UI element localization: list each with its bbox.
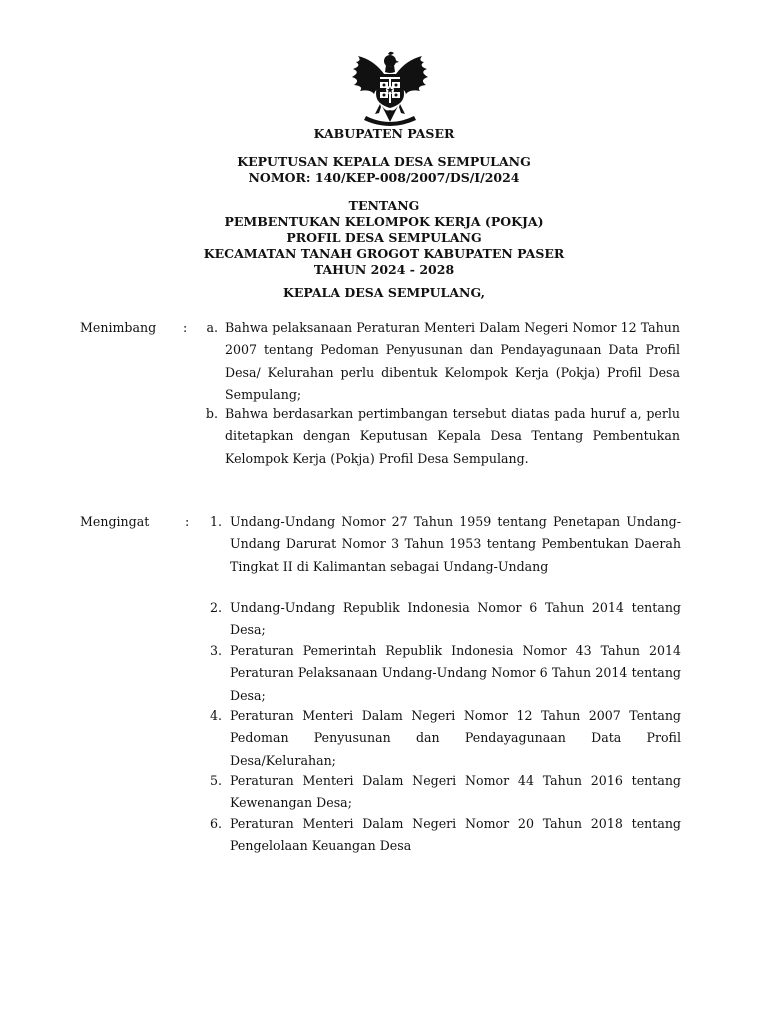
- mengingat-label: Mengingat: [80, 514, 150, 529]
- keputusan-number: NOMOR: 140/KEP-008/2007/DS/I/2024: [248, 170, 520, 185]
- keputusan-title: KEPUTUSAN KEPALA DESA SEMPULANG: [237, 154, 531, 169]
- mengingat-item-marker: 6.: [209, 816, 222, 831]
- garuda-emblem-icon: [344, 50, 436, 130]
- subject-line-3: KECAMATAN TANAH GROGOT KABUPATEN PASER: [203, 246, 565, 261]
- subject-line-4: TAHUN 2024 - 2028: [313, 262, 455, 277]
- mengingat-item-marker: 1.: [209, 514, 222, 529]
- mengingat-item-text: Peraturan Menteri Dalam Negeri Nomor 12 Tahun 2007 Tentang Pedoman Penyusunan dan Pendayagunaan Data Profil Desa/Kelurahan;: [230, 708, 681, 768]
- mengingat-item-text: Peraturan Pemerintah Republik Indonesia Nomor 43 Tahun 2014 Peraturan Pelaksanaan Undang-Undang Nomor 6 Tahun 2014 tentang Desa;: [230, 643, 681, 703]
- header-keputusan: [0, 154, 768, 186]
- header-kepala: [0, 285, 768, 301]
- mengingat-item-text: Peraturan Menteri Dalam Negeri Nomor 20 Tahun 2018 tentang Pengelolaan Keuangan Desa: [230, 816, 681, 854]
- mengingat-item-marker: 4.: [209, 708, 222, 723]
- mengingat-item-text: Undang-Undang Nomor 27 Tahun 1959 tentang Penetapan Undang-Undang Darurat Nomor 3 Tahun 1953 tentang Pembentukan Daerah Tingkat II di Kalimantan sebagai Undang-Undang: [230, 514, 681, 574]
- kepala-title: KEPALA DESA SEMPULANG,: [282, 285, 486, 300]
- mengingat-item-marker: 3.: [209, 643, 222, 658]
- menimbang-item-marker: a.: [206, 320, 218, 335]
- mengingat-colon: :: [185, 514, 190, 529]
- mengingat-item-marker: 5.: [209, 773, 222, 788]
- menimbang-item-marker: b.: [205, 406, 218, 421]
- menimbang-colon: :: [183, 320, 188, 335]
- subject-line-1: PEMBENTUKAN KELOMPOK KERJA (POKJA): [224, 214, 544, 229]
- mengingat-item-text: Undang-Undang Republik Indonesia Nomor 6 Tahun 2014 tentang Desa;: [230, 600, 681, 638]
- header-kabupaten: [0, 126, 768, 142]
- menimbang-item-text: Bahwa berdasarkan pertimbangan tersebut diatas pada huruf a, perlu ditetapkan dengan Keputusan Kepala Desa Tentang Pembentukan Kelompok Kerja (Pokja) Profil Desa Sempulang.: [225, 406, 680, 466]
- kabupaten-title: KABUPATEN PASER: [313, 126, 455, 141]
- menimbang-item-text: Bahwa pelaksanaan Peraturan Menteri Dalam Negeri Nomor 12 Tahun 2007 tentang Pedoman Penyusunan dan Pendayagunaan Data Profil Desa/ Kelurahan perlu dibentuk Kelompok Kerja (Pokja) Profil Desa Sempulang;: [225, 320, 680, 402]
- mengingat-item-marker: 2.: [209, 600, 222, 615]
- tentang-label: TENTANG: [348, 198, 420, 213]
- header-tentang: [0, 198, 768, 278]
- subject-line-2: PROFIL DESA SEMPULANG: [286, 230, 482, 245]
- menimbang-label: Menimbang: [80, 320, 157, 335]
- mengingat-item-text: Peraturan Menteri Dalam Negeri Nomor 44 Tahun 2016 tentang Kewenangan Desa;: [230, 773, 681, 811]
